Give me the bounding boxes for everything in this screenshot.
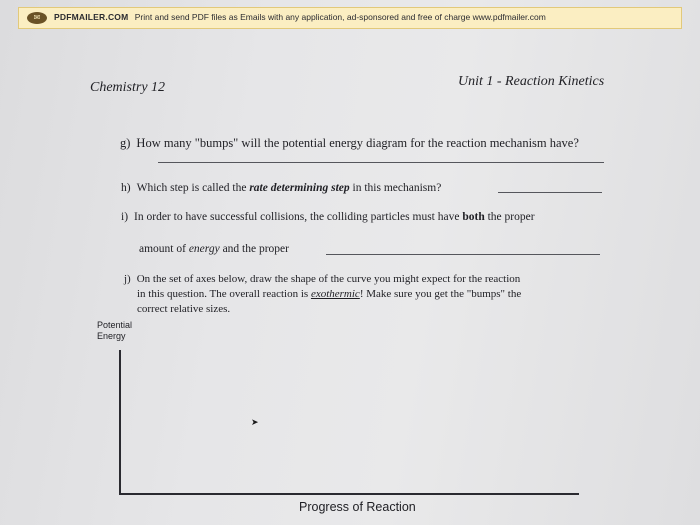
question-h-text-post: in this mechanism? [349,182,442,194]
question-i-text-pre: In order to have successful collisions, the colliding particles must have [134,211,463,223]
course-title: Chemistry 12 [90,80,166,95]
question-g-label: g) [120,136,131,150]
question-i-line2 [139,243,289,255]
question-j-line1-text: On the set of axes below, draw the shape of the curve you might expect for the reaction [136,273,521,285]
question-i-text-post: the proper [484,211,535,223]
question-j-label: j) [124,273,131,285]
question-j-line2-post: ! Make sure you get the "bumps" the [359,288,522,300]
pdf-icon: ✉ [27,12,47,24]
question-j-line1 [124,273,520,285]
question-j-line3: correct relative sizes. [137,303,231,315]
x-axis [119,493,579,495]
question-i-bold: both [462,211,485,223]
y-axis-label-line1: Potential [97,320,133,330]
y-axis-label-line2: Energy [97,331,126,341]
question-j-line2 [137,288,521,300]
question-i-line2-post: and the proper [219,243,289,255]
x-axis-label: Progress of Reaction [299,500,416,514]
question-h-label: h) [121,182,131,194]
answer-line-h[interactable] [498,192,602,193]
answer-line-g[interactable] [158,162,604,163]
question-g [120,136,579,151]
answer-line-i[interactable] [326,254,600,255]
question-j-line2-em: exothermic [310,288,360,300]
question-i-line1 [121,211,535,223]
pdfmailer-banner[interactable] [18,7,682,29]
mouse-cursor-icon: ➤ [251,418,259,428]
question-h-emphasis: rate determining step [249,182,350,194]
question-i-label: i) [121,211,129,223]
banner-message: Print and send PDF files as Emails with any application, ad-sponsored and free of charge www.pdfmailer.com [134,12,546,22]
question-h [121,182,441,194]
question-j-line2-pre: in this question. The overall reaction is [137,288,311,300]
question-h-text-pre: Which step is called the [136,182,250,194]
unit-title: Unit 1 - Reaction Kinetics [458,74,605,89]
question-i-line2-em: energy [188,243,220,255]
y-axis [119,350,121,495]
banner-brand: PDFMAILER.COM [54,12,129,22]
y-axis-label [97,320,132,342]
question-g-text: How many "bumps" will the potential energy diagram for the reaction mechanism have? [136,136,579,150]
banner-text [54,12,546,22]
question-i-line2-pre: amount of [139,243,189,255]
